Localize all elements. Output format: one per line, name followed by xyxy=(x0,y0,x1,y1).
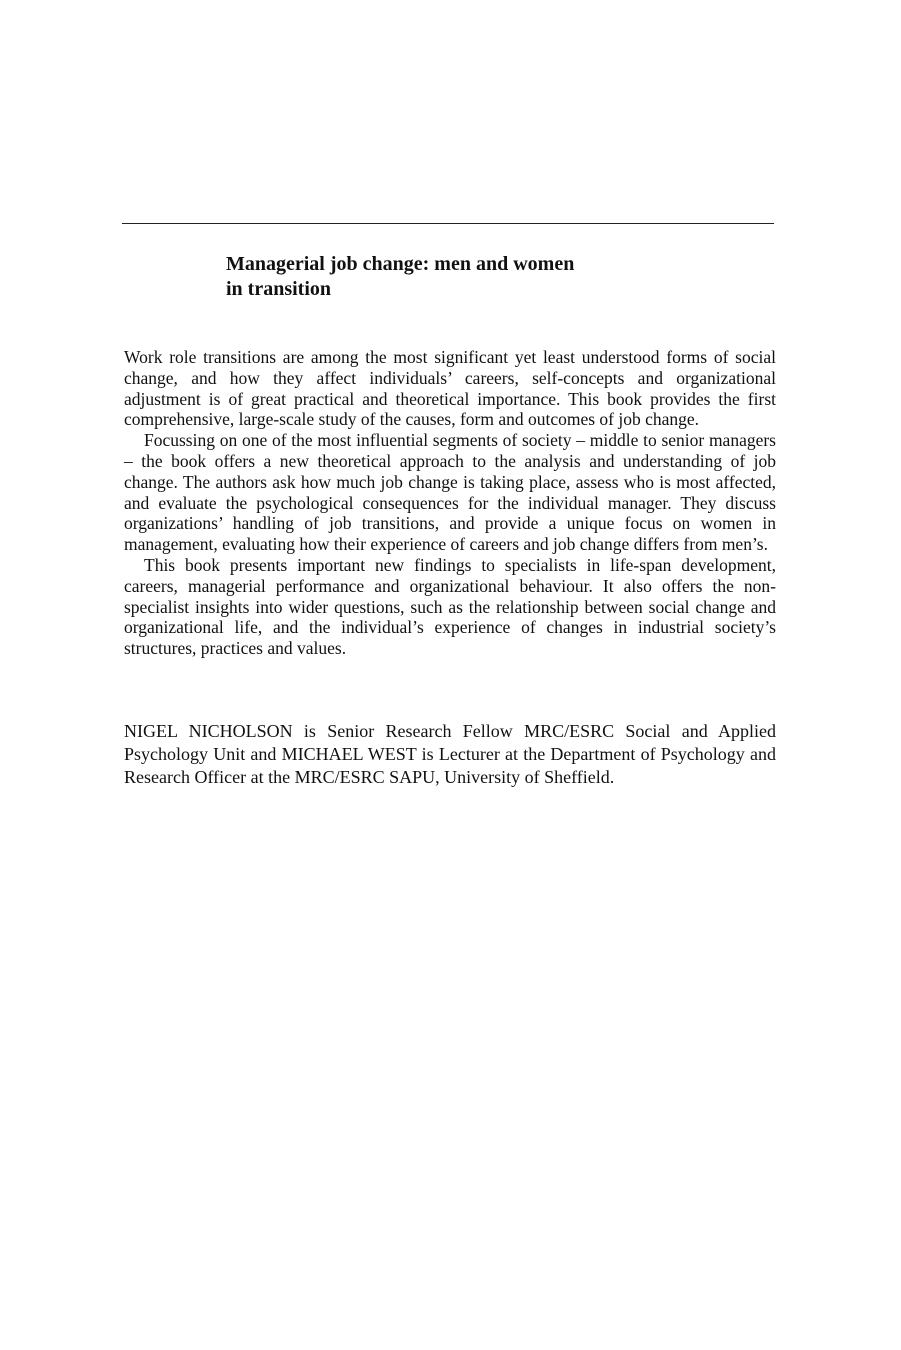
author-bio: NIGEL NICHOLSON is Senior Research Fellow MRC/ESRC Social and Applied Psychology Unit and MICHAEL WEST is Lecturer at the Department of Psychology and Research Officer at the MRC/ESRC SAPU, University of Sheffield. xyxy=(124,721,776,787)
book-title-line-1: Managerial job change: men and women xyxy=(226,253,575,275)
blurb-paragraph-1: Work role transitions are among the most significant yet least understood forms of social change, and how they affect individuals’ careers, self-concepts and organizational adjustment is of great practical and theoretical importance. This book provides the first comprehensive, large-scale study of the causes, form and outcomes of job change. xyxy=(124,347,776,430)
top-rule xyxy=(122,223,774,224)
book-title xyxy=(226,252,726,302)
blurb xyxy=(124,347,776,659)
book-title-line-2: in transition xyxy=(226,278,332,300)
blurb-paragraph-2: Focussing on one of the most influential segments of society – middle to senior managers – the book offers a new theoretical approach to the analysis and understanding of job change. The authors ask how much job change is taking place, assess who is most affected, and evaluate the psychological consequences for the individual manager. They discuss organizations’ handling of job transitions, and provide a unique focus on women in management, evaluating how their experience of careers and job change differs from men’s. xyxy=(124,430,776,555)
blurb-paragraph-3: This book presents important new findings to specialists in life-span development, careers, managerial performance and organizational behaviour. It also offers the non-specialist insights into wider questions, such as the relationship between social change and organizational life, and the individual’s experience of changes in industrial society’s structures, practices and values. xyxy=(124,554,776,659)
